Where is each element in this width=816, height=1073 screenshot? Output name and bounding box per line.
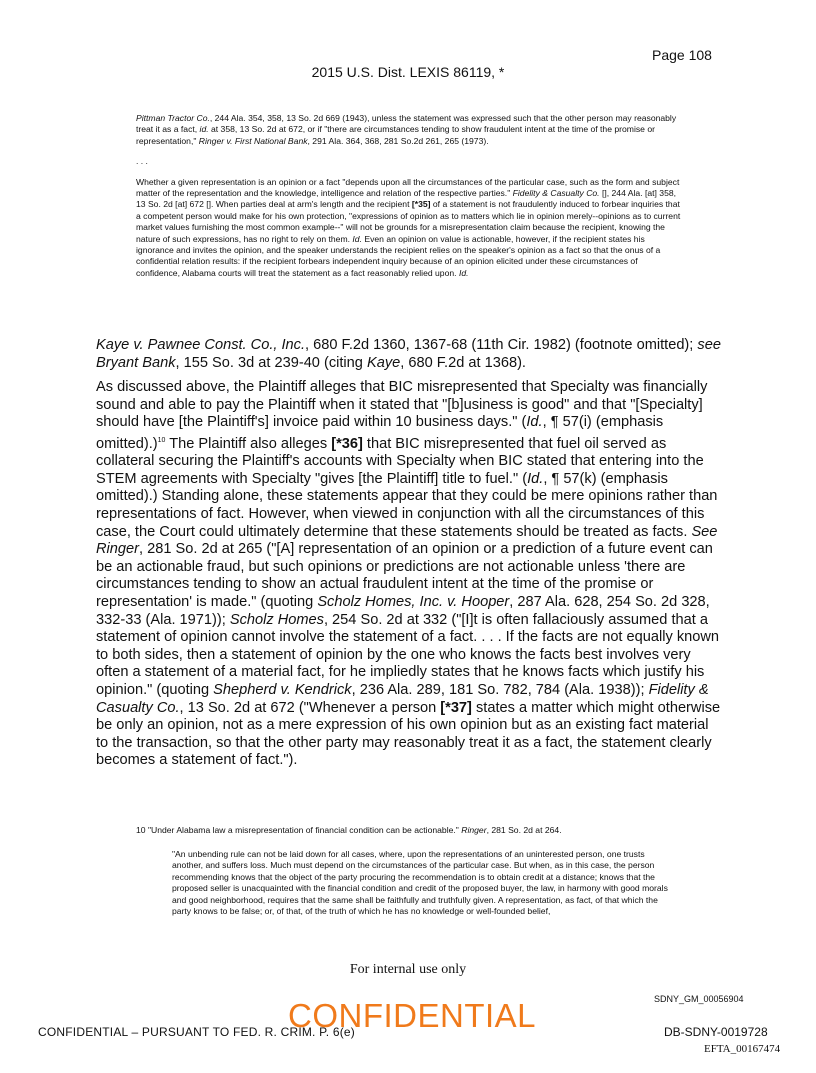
bates-number-db-sdny: DB-SDNY-0019728	[664, 1025, 768, 1039]
bates-number-efta: EFTA_00167474	[704, 1043, 781, 1055]
confidentiality-legend: CONFIDENTIAL – PURSUANT TO FED. R. CRIM. P. 6(e)	[38, 1025, 355, 1039]
text: , 281 So. 2d at 264.	[486, 825, 562, 835]
footnote-ref[interactable]: 10	[157, 436, 166, 444]
text: , 680 F.2d at 1368).	[400, 354, 526, 371]
text: , 254 So. 2d at 332 ("[I]t is often fallaciously assumed that a statement of opinion cannot involve the statement of a fact. . . . If the facts are not equally known to both sides, then a statement of opinion by the one who knows the facts best involves very often a statement of a material fact, for he impliedly states that he knows facts which justify his opinion." (quoting	[96, 611, 720, 698]
case-name: Pittman Tractor Co.	[136, 113, 210, 123]
text: at 358, 13 So. 2d at 672, or if "there are circumstances tending to show fraudulent intent at the time of the promise or representation,"	[136, 124, 655, 146]
text: , 236 Ala. 289, 181 So. 782, 784 (Ala. 1938));	[351, 681, 649, 698]
kaye-citation-paragraph	[96, 337, 724, 372]
quote-ellipsis: . . .	[136, 156, 148, 167]
text: , 287 Ala. 628, 254 So. 2d 328, 332-33 (Ala. 1971));	[96, 593, 710, 628]
text: 10 "Under Alabama law a misrepresentation of financial condition can be actionable."	[136, 825, 462, 835]
case-name: Id.	[527, 470, 544, 487]
case-name: Id.	[526, 414, 543, 431]
citation-header: 2015 U.S. Dist. LEXIS 86119, *	[311, 64, 505, 80]
case-name: Fidelity & Casualty Co.	[96, 681, 709, 716]
confidential-watermark: CONFIDENTIAL	[288, 997, 537, 1034]
text: , 244 Ala. 354, 358, 13 So. 2d 669 (1943), unless the statement was expressed such that the other person may reasonably treat it as a fact,	[136, 113, 677, 135]
bates-number-sdny-gm: SDNY_GM_00056904	[654, 994, 744, 1004]
star-page-marker: [*36]	[331, 435, 363, 452]
star-page-marker: [*35]	[411, 199, 431, 210]
text: [], 244 Ala. [at] 358, 13 So. 2d [at] 672 []. When parties deal at arm's length and the recipient	[136, 188, 677, 210]
case-name: Id.	[458, 267, 469, 278]
text: , 281 So. 2d at 265 ("[A] representation of an opinion or a prediction of a future event can be an actionable fraud, but such opinions or predictions are not actionable unless 'there are circumstances tending to show an actual fraudulent intent at the time of the promise or representation' is made." (quoting	[96, 541, 713, 610]
text: , 291 Ala. 364, 368, 281 So.2d 261, 265 (1973).	[307, 135, 489, 146]
text: Even an opinion on value is actionable, however, if the recipient states his ignorance and invites the opinion, and the speaker understands the recipient relies on the speaker's opinion as a fact so that the onus of a confidential relation results: if the recipient forbears independent inquiry because of an opinion elicited under these circumstances of confidence, Alabama courts will treat the statement as a fact reasonably relied upon.	[136, 233, 661, 278]
text: The Plaintiff also alleges	[165, 435, 332, 452]
text: As discussed above, the Plaintiff alleges that BIC misrepresented that Specialty was financially sound and able to pay the Plaintiff when it stated that "[b]usiness is good" and that "[Specialty] should have [the Plaintiff's] invoice paid within 10 business days." (	[96, 379, 708, 431]
text: states a matter which might otherwise be only an opinion, not as a mere expression of his own opinion but as an existing fact material to the transaction, so that the other party may reasonably treat it as a fact, the statement clearly becomes a statement of fact.").	[96, 699, 721, 769]
block-quote	[136, 113, 682, 288]
case-name: Kaye v. Pawnee Const. Co., Inc.	[96, 337, 306, 353]
discussion-paragraph	[96, 379, 724, 770]
case-name: See Ringer	[96, 523, 718, 558]
quote-paragraph-1	[136, 113, 682, 147]
text: that BIC misrepresented that fuel oil served as collateral securing the Plaintiff's accounts with Specialty when BIC stated that entering into the STEM agreements with Specialty "gives [the Plaintiff] title to fuel." (	[96, 435, 704, 487]
case-name: Fidelity & Casualty Co.	[512, 188, 600, 199]
internal-use-notice: For internal use only	[349, 962, 467, 977]
text: , 155 So. 3d at 239-40 (citing	[175, 354, 367, 371]
case-name: Ringer	[461, 825, 487, 835]
footnote-quote: "An unbending rule can not be laid down for all cases, where, upon the representations of an uninterested person, one trusts another, and suffers loss. Much must depend on the circumstances of the particular case. But when, as in this case, the person recommending knows that the object of the party procuring the recommendation is to obtain credit at a distance; knows that the proposed seller is unacquainted with the financial condition and credit of the proposed buyer, the law, in harmony with good morals and good neighborhood, requires that the same shall be faithfully and truthfully given. A representation, as fact, of that which the party knows to be false; or, of that, of the truth of which he has no knowledge or well-founded belief,	[172, 849, 668, 917]
quote-paragraph-2	[136, 177, 682, 280]
case-name: Scholz Homes	[229, 611, 324, 628]
case-name: Scholz Homes, Inc. v. Hooper	[317, 593, 510, 610]
text: of a statement is not fraudulently induced to forbear inquiries that a competent person would make for his own protection, "expressions of opinion as to matters which lie in opinion merely--opinions as to current market values furnishing the most common example--" will not be grounds for a misrepresentation claim because the recipient, knowing the nature of such expressions, has no right to rely on them.	[136, 199, 681, 244]
footnote-10	[136, 825, 696, 836]
case-name: Id.	[352, 233, 362, 244]
case-name: see Bryant Bank	[96, 337, 721, 371]
case-name: Shepherd v. Kendrick	[213, 681, 352, 698]
text: , 13 So. 2d at 672 ("Whenever a person	[179, 699, 441, 716]
case-name: id.	[199, 124, 209, 135]
text: , 680 F.2d 1360, 1367-68 (11th Cir. 1982) (footnote omitted);	[305, 337, 698, 353]
text: Whether a given representation is an opinion or a fact "depends upon all the circumstances of the particular case, such as the form and subject matter of the representation and the knowledge, intelligence and relation of the respective parties."	[136, 176, 680, 199]
text: , ¶ 57(k) (emphasis omitted).) Standing alone, these statements appear that they could be mere opinions rather than representations of fact. However, when viewed in conjunction with all the circumstances of this case, the Court could ultimately determine that these statements should be treated as facts.	[96, 470, 718, 540]
text: , ¶ 57(i) (emphasis omitted).)	[96, 414, 664, 452]
case-name: Kaye	[366, 354, 401, 371]
star-page-marker: [*37]	[440, 699, 472, 716]
page-number: Page 108	[652, 47, 712, 63]
case-name: Ringer v. First National Bank	[198, 135, 308, 146]
